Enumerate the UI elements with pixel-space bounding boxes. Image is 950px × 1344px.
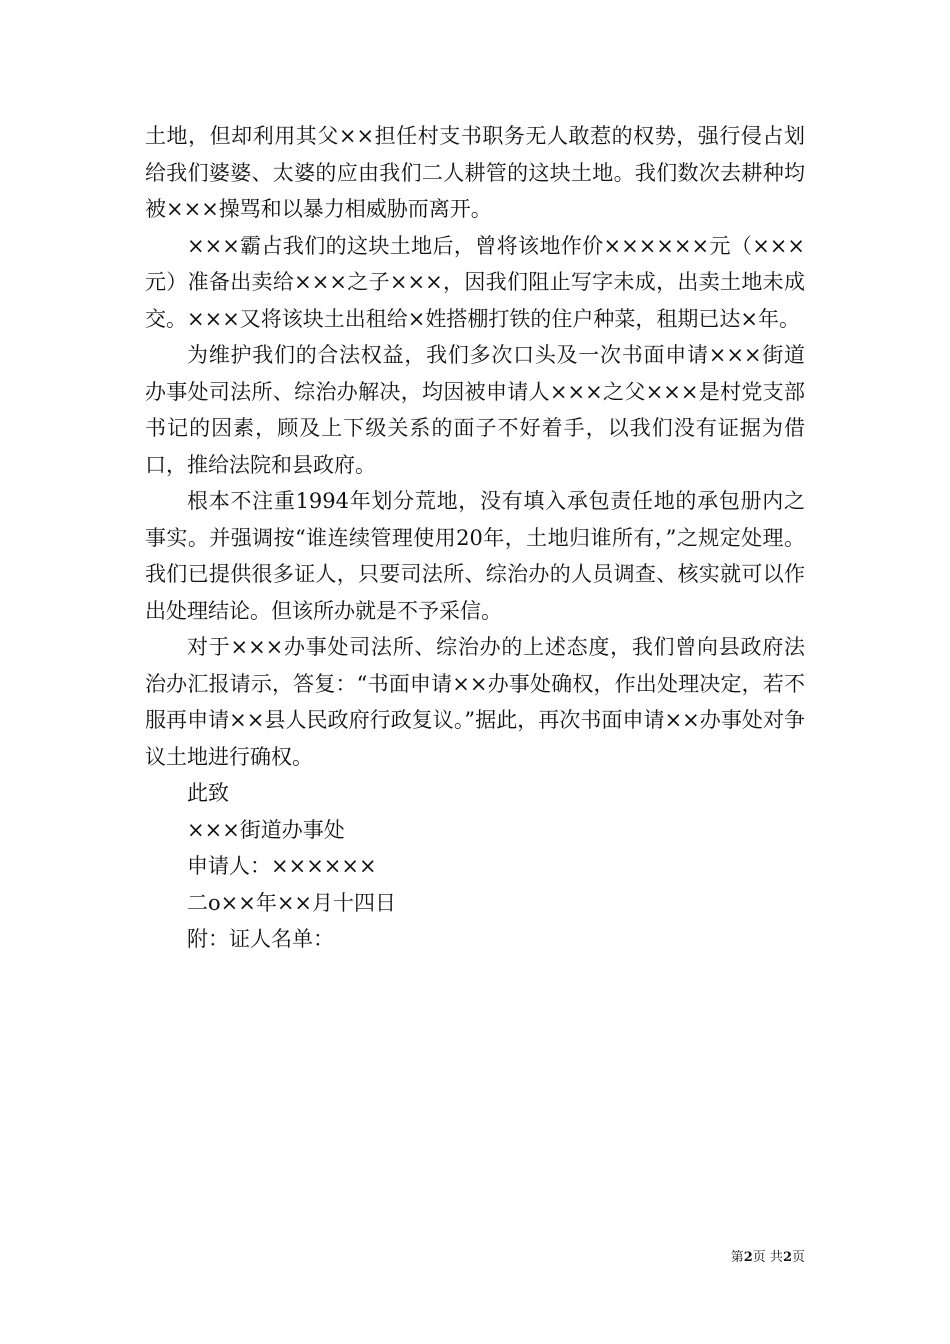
paragraph-facts: 根本不注重1994年划分荒地，没有填入承包责任地的承包册内之事实。并强调按“谁连续管理使用20年，土地归谁所有，”之规定处理。我们已提供很多证人，只要司法所、综治办的人员调查、核实就可以作出处理结论。但该所办就是不予采信。: [145, 489, 805, 623]
footer-current-page: 2: [743, 1250, 753, 1265]
date-line: 二o××年××月十四日: [187, 890, 397, 915]
attachment-line: 附：证人名单：: [187, 927, 334, 951]
footer-total-pages: 2: [782, 1250, 792, 1265]
salutation: 此致: [187, 781, 229, 805]
document-body: [145, 118, 805, 958]
applicant-line: 申请人：××××××: [187, 854, 377, 878]
footer-suffix: 页: [791, 1250, 805, 1265]
paragraph-rights: 为维护我们的合法权益，我们多次口头及一次书面申请×××街道办事处司法所、综治办解决，均因被申请人×××之父×××是村党支部书记的因素，顾及上下级关系的面子不好着手，以我们没有证据为借口，推给法院和县政府。: [145, 343, 805, 477]
footer-prefix: 第: [730, 1250, 744, 1265]
footer-middle: 页 共: [752, 1250, 783, 1265]
paragraph-occupation: ×××霸占我们的这块土地后，曾将该地作价××××××元（×××元）准备出卖给×××之子×××，因我们阻止写字未成，出卖土地未成交。×××又将该块土出租给×姓搭棚打铁的住户种菜，租期已达×年。: [145, 233, 805, 331]
paragraph-request: 对于×××办事处司法所、综治办的上述态度，我们曾向县政府法治办汇报请示，答复：“书面申请××办事处确权，作出处理决定，若不服再申请××县人民政府行政复议。”据此，再次书面申请××办事处对争议土地进行确权。: [145, 635, 805, 769]
paragraph-continuation: 土地，但却利用其父××担任村支书职务无人敢惹的权势，强行侵占划给我们婆婆、太婆的应由我们二人耕管的这块土地。我们数次去耕种均被×××操骂和以暴力相威胁而离开。: [145, 124, 805, 221]
page-footer: [731, 1250, 805, 1266]
recipient: ×××街道办事处: [187, 817, 345, 842]
